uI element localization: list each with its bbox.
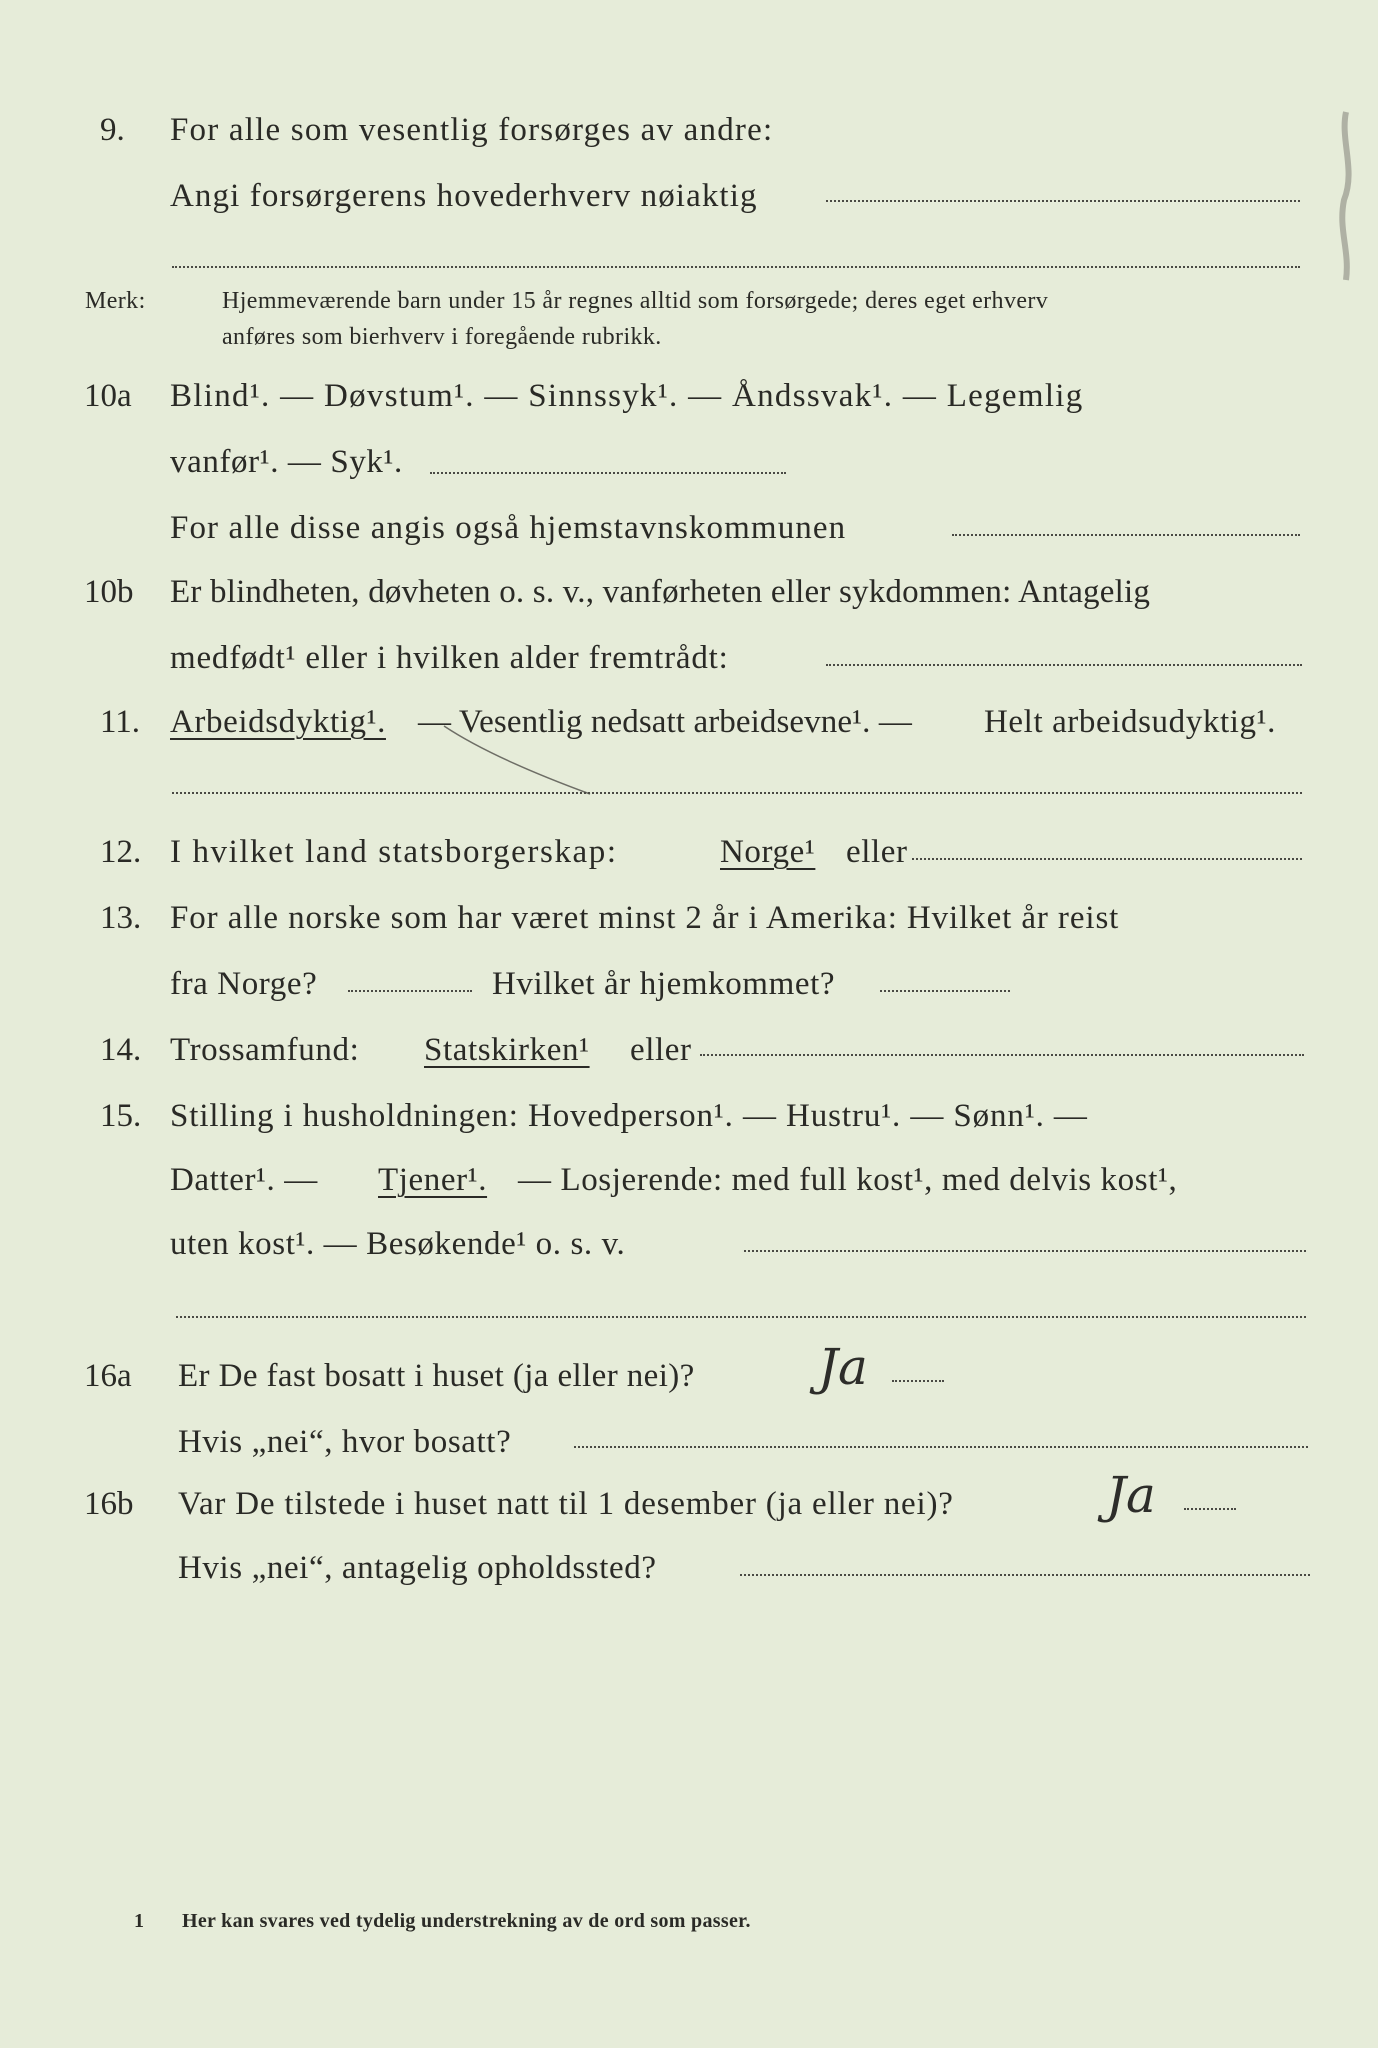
q14-text: Trossamfund: [170,1032,360,1068]
merk-label: Merk: [85,288,146,314]
q14-option-statskirken: Statskirken¹ [424,1032,590,1068]
q14-tail: eller [630,1032,692,1068]
q16b-handwritten-answer: Ja [1106,1466,1156,1524]
q15-number: 15. [100,1098,142,1134]
q14-number: 14. [100,1032,142,1068]
q10b-line2: medfødt¹ eller i hvilken alder fremtrådt: [170,640,729,676]
q14-answer-line [700,1054,1304,1056]
q11-option-nedsatt: — Vesentlig nedsatt arbeidsevne¹. — [418,704,912,740]
q12-tail: eller [846,834,908,870]
q12-text: I hvilket land statsborgerskap: [170,834,618,870]
merk-line1: Hjemmeværende barn under 15 år regnes alltid som forsørgede; deres eget erhverv [222,288,1049,314]
q15-option-tjener: Tjener¹. [378,1162,488,1198]
q15-answer-line [744,1250,1306,1252]
q16b-opholdssted-line [740,1574,1310,1576]
q13-hjemkommet-line [880,990,1010,992]
q15-line1: Stilling i husholdningen: Hovedperson¹. — Hustru¹. — Sønn¹. — [170,1098,1088,1134]
q10a-syk-line [430,472,786,474]
q16b-line2: Hvis „nei“, antagelig opholdssted? [178,1550,657,1586]
q10a-line2: vanfør¹. — Syk¹. [170,444,403,480]
q16a-answer-line [892,1380,944,1382]
q9-extra-line [172,266,1300,268]
footnote-mark: 1 [134,1910,145,1932]
q12-option-norge: Norge¹ [720,834,816,870]
q9-number: 9. [100,112,125,148]
q16b-number: 16b [84,1486,134,1522]
q9-line1: For alle som vesentlig forsørges av andre: [170,112,774,148]
q16a-handwritten-answer: Ja [818,1338,868,1396]
q10a-line3: For alle disse angis også hjemstavnskommunen [170,510,847,546]
q15-line2a: Datter¹. — [170,1162,318,1198]
q10b-number: 10b [84,574,134,610]
pencil-stroke-mark [440,720,600,800]
q16a-line1: Er De fast bosatt i huset (ja eller nei)? [178,1358,695,1394]
merk-line2: anføres som bierhverv i foregående rubrikk. [222,324,662,350]
q11-option-udyktig: Helt arbeidsudyktig¹. [984,704,1276,740]
q15-line2b: — Losjerende: med full kost¹, med delvis kost¹, [518,1162,1178,1198]
q16b-line1: Var De tilstede i huset natt til 1 desember (ja eller nei)? [178,1486,954,1522]
q9-answer-line [826,200,1300,202]
q10a-number: 10a [84,378,132,414]
q15-extra-line [176,1316,1306,1318]
q11-option-arbeidsdyktig: Arbeidsdyktig¹. [170,704,386,740]
q16a-bosatt-line [574,1446,1308,1448]
q10a-kommune-line [952,534,1300,536]
q12-answer-line [912,858,1302,860]
q11-number: 11. [100,704,141,740]
q16a-number: 16a [84,1358,132,1394]
scan-edge-smudge [1316,100,1366,290]
q10a-line1: Blind¹. — Døvstum¹. — Sinnssyk¹. — Åndssvak¹. — Legemlig [170,378,1084,414]
footnote-text: Her kan svares ved tydelig understrekning av de ord som passer. [182,1910,751,1932]
q13-line1: For alle norske som har været minst 2 år i Amerika: Hvilket år reist [170,900,1120,936]
q10b-answer-line [826,664,1302,666]
q13-line2b: Hvilket år hjemkommet? [492,966,836,1002]
q15-line3: uten kost¹. — Besøkende¹ o. s. v. [170,1226,626,1262]
q9-line2: Angi forsørgerens hovederhverv nøiaktig [170,178,758,214]
q12-number: 12. [100,834,142,870]
q10b-line1: Er blindheten, døvheten o. s. v., vanførheten eller sykdommen: Antagelig [170,574,1151,610]
q13-reist-line [348,990,472,992]
q16b-answer-line [1184,1508,1236,1510]
q11-extra-line [172,792,1302,794]
q16a-line2: Hvis „nei“, hvor bosatt? [178,1424,512,1460]
q13-line2a: fra Norge? [170,966,318,1002]
q13-number: 13. [100,900,142,936]
